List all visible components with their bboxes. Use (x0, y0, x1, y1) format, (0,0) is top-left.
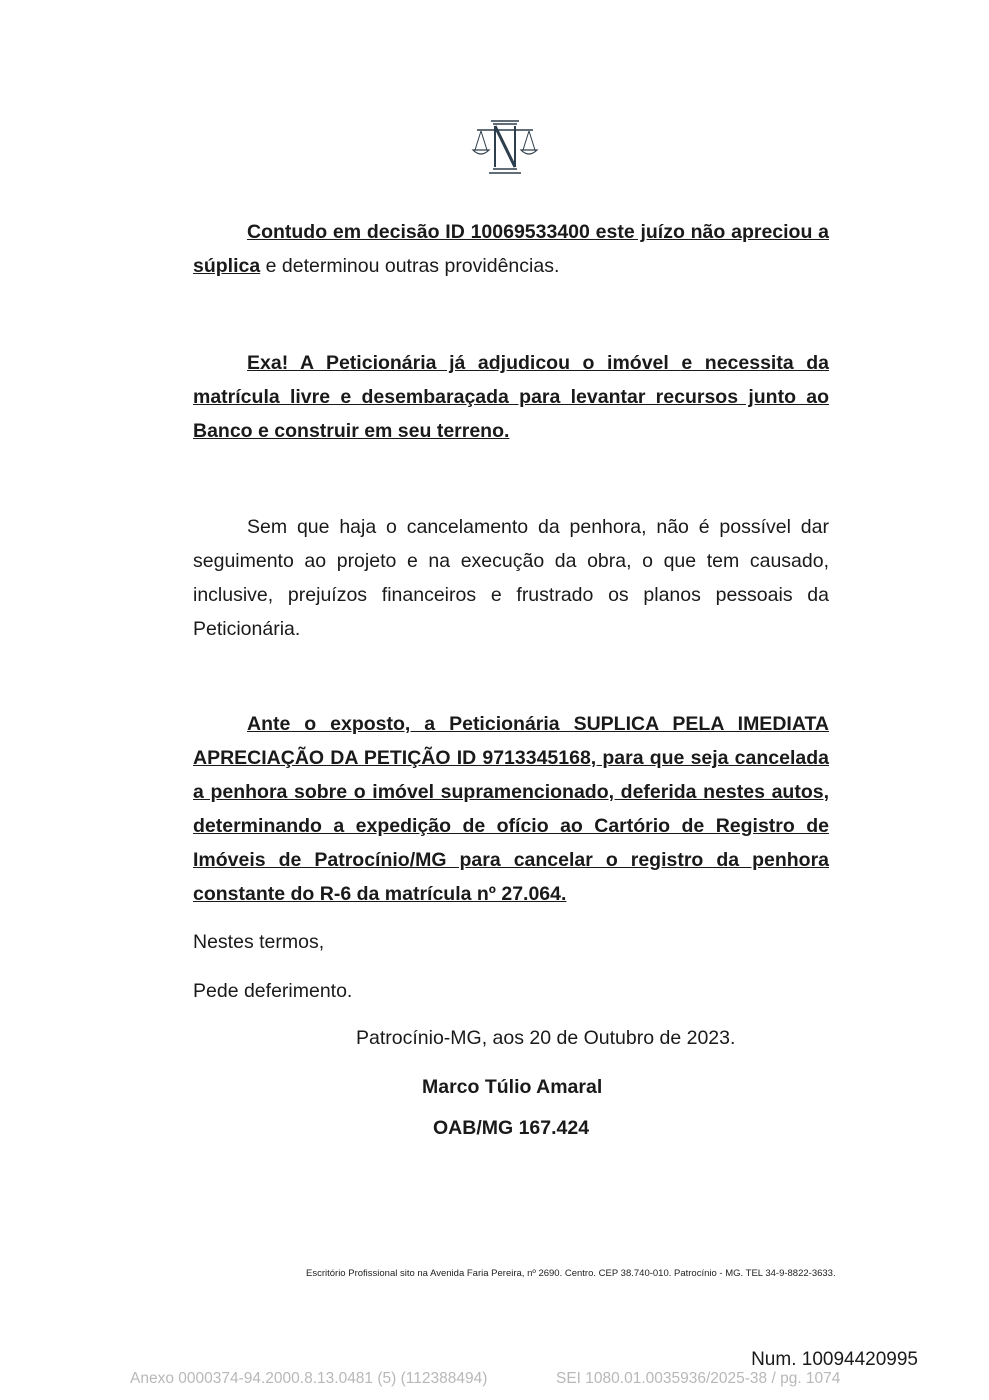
place-date: Patrocínio-MG, aos 20 de Outubro de 2023. (356, 1027, 736, 1049)
annex-reference: Anexo 0000374-94.2000.8.13.0481 (5) (112388494) (130, 1370, 488, 1387)
office-address-footer: Escritório Profissional sito na Avenida Faria Pereira, nº 2690. Centro. CEP 38.740-010. Patrocínio - MG. TEL 34-9-8822-3633. (306, 1268, 836, 1279)
paragraph-request (193, 707, 829, 911)
signatory-name: Marco Túlio Amaral (422, 1076, 603, 1098)
paragraph-decision (193, 215, 829, 283)
decision-bold-text: Contudo em decisão ID 10069533400 este juízo não apreciou a súplica (193, 221, 829, 277)
paragraph-adjudication (193, 346, 829, 448)
adjudication-text: Exa! A Peticionária já adjudicou o imóvel e necessita da matrícula livre e desembaraçada para levantar recursos junto ao Banco e construir em seu terreno. (193, 352, 829, 442)
signatory-oab: OAB/MG 167.424 (433, 1117, 590, 1139)
request-text: Ante o exposto, a Peticionária SUPLICA PELA IMEDIATA APRECIAÇÃO DA PETIÇÃO ID 9713345168, para que seja cancelada a penhora sobre o imóvel supramencionado, deferida nestes autos, determinando a expedição de ofício ao Cartório de Registro de Imóveis de Patrocínio/MG para cancelar o registro da penhora constante do R-6 da matrícula nº 27.064. (193, 713, 829, 905)
closing-request: Pede deferimento. (193, 980, 353, 1002)
closing-terms: Nestes termos, (193, 931, 325, 953)
decision-rest-text: e determinou outras providências. (260, 255, 560, 277)
document-number: Num. 10094420995 (751, 1349, 918, 1370)
scales-n-logo-icon (471, 118, 539, 176)
cancellation-text: Sem que haja o cancelamento da penhora, não é possível dar seguimento ao projeto e na execução da obra, o que tem causado, inclusive, prejuízos financeiros e frustrado os planos pessoais da Peticionária. (193, 516, 829, 640)
paragraph-cancellation (193, 510, 829, 646)
sei-reference: SEI 1080.01.0035936/2025-38 / pg. 1074 (556, 1370, 841, 1387)
